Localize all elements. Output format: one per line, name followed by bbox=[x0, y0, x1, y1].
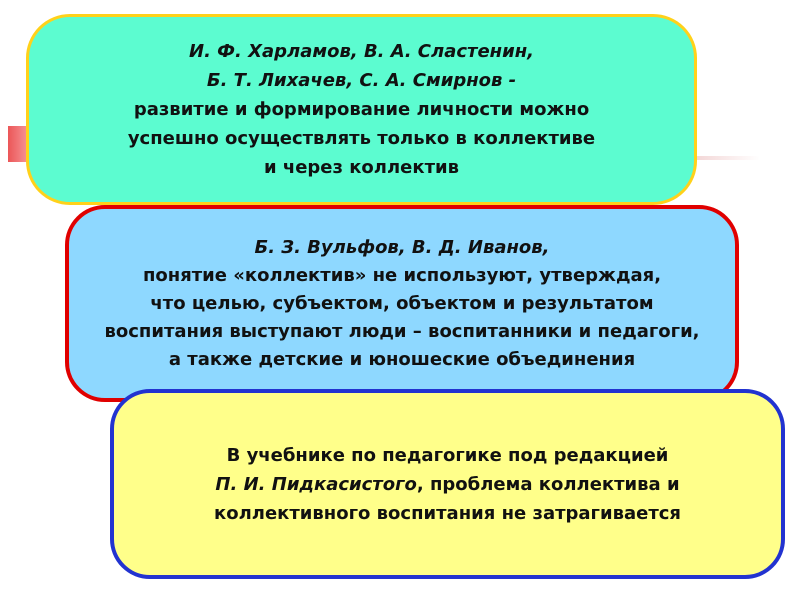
author-name: П. И. Пидкасистого bbox=[215, 473, 417, 495]
quote-box-vulfov bbox=[65, 205, 739, 402]
statement-line-3: и через коллектив bbox=[263, 157, 460, 178]
quote-box-kharlamov bbox=[26, 14, 697, 205]
statement-line-3: воспитания выступают люди – воспитанники и педагоги, bbox=[104, 320, 700, 342]
statement-line-1: развитие и формирование личности можно bbox=[133, 99, 590, 120]
statement-line-1: понятие «коллектив» не используют, утверждая, bbox=[142, 264, 662, 286]
statement-line-4: а также детские и юношеские объединения bbox=[168, 348, 636, 370]
statement-line-1: В учебнике по педагогике под редакцией bbox=[226, 444, 669, 466]
statement-line-2 bbox=[215, 470, 679, 499]
statement-line-2: успешно осуществлять только в коллективе bbox=[127, 128, 596, 149]
authors-line-1: И. Ф. Харламов, В. А. Сластенин, bbox=[189, 41, 534, 62]
quote-box-pidkasisty bbox=[110, 389, 785, 579]
authors-line-2: Б. Т. Лихачев, С. А. Смирнов - bbox=[206, 70, 517, 91]
decorative-line bbox=[690, 156, 760, 160]
statement-line-2: что целью, субъектом, объектом и результатом bbox=[150, 292, 654, 314]
statement-line-3: коллективного воспитания не затрагивается bbox=[214, 502, 681, 524]
statement-line-2-rest: , проблема коллектива и bbox=[416, 473, 680, 495]
authors-line: Б. З. Вульфов, В. Д. Иванов, bbox=[254, 236, 550, 258]
